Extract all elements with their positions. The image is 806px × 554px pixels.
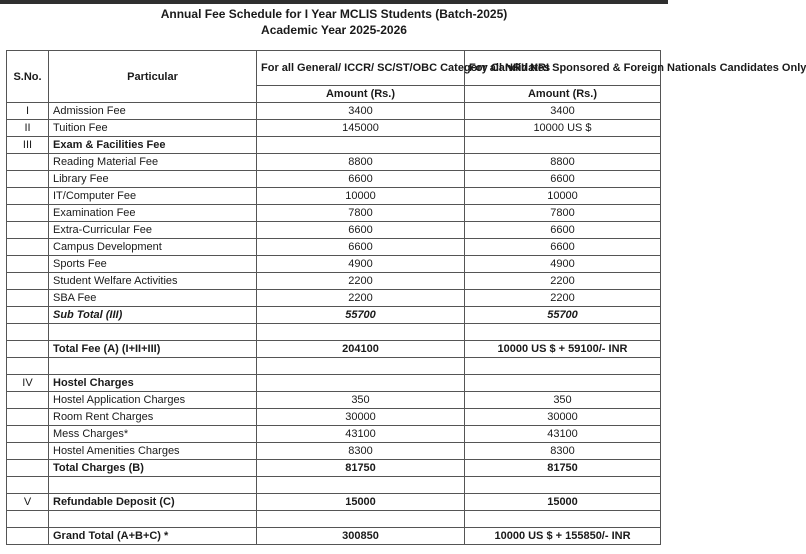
row-sno <box>7 239 49 256</box>
row-particular <box>49 324 257 341</box>
row-amount-general <box>257 358 465 375</box>
row-amount-nri: 10000 US $ + 155850/- INR <box>465 528 661 545</box>
table-row <box>7 171 661 188</box>
table-row <box>7 460 661 477</box>
row-amount-general: 3400 <box>257 103 465 120</box>
row-sno <box>7 341 49 358</box>
table-row <box>7 188 661 205</box>
row-amount-nri: 2200 <box>465 290 661 307</box>
row-particular: Student Welfare Activities <box>49 273 257 290</box>
header-amount-general: Amount (Rs.) <box>257 86 465 103</box>
row-particular: Mess Charges* <box>49 426 257 443</box>
row-amount-nri <box>465 375 661 392</box>
table-row <box>7 443 661 460</box>
row-sno <box>7 392 49 409</box>
row-sno <box>7 307 49 324</box>
row-amount-nri: 6600 <box>465 222 661 239</box>
table-row <box>7 239 661 256</box>
row-sno <box>7 443 49 460</box>
row-amount-nri: 15000 <box>465 494 661 511</box>
row-amount-general: 10000 <box>257 188 465 205</box>
row-amount-nri: 6600 <box>465 239 661 256</box>
row-amount-nri: 10000 <box>465 188 661 205</box>
row-particular: Reading Material Fee <box>49 154 257 171</box>
row-amount-general <box>257 511 465 528</box>
row-particular: Campus Development <box>49 239 257 256</box>
row-sno <box>7 188 49 205</box>
row-amount-general <box>257 324 465 341</box>
table-row <box>7 120 661 137</box>
header-nri-category: For all NRI/ NRI Sponsored & Foreign Nationals Candidates Only <box>465 51 661 86</box>
table-row <box>7 477 661 494</box>
table-row <box>7 205 661 222</box>
row-sno <box>7 409 49 426</box>
row-amount-general: 2200 <box>257 290 465 307</box>
row-amount-nri <box>465 358 661 375</box>
row-particular: IT/Computer Fee <box>49 188 257 205</box>
row-amount-general: 6600 <box>257 171 465 188</box>
row-sno <box>7 256 49 273</box>
table-body <box>7 103 661 545</box>
row-sno <box>7 171 49 188</box>
row-amount-general <box>257 375 465 392</box>
row-amount-nri: 3400 <box>465 103 661 120</box>
row-particular: Room Rent Charges <box>49 409 257 426</box>
header-general-category: For all General/ ICCR/ SC/ST/OBC Category Candidates <box>257 51 465 86</box>
row-amount-nri: 55700 <box>465 307 661 324</box>
row-amount-nri: 43100 <box>465 426 661 443</box>
row-amount-general: 2200 <box>257 273 465 290</box>
row-amount-general: 6600 <box>257 222 465 239</box>
row-particular: Examination Fee <box>49 205 257 222</box>
row-particular: Sports Fee <box>49 256 257 273</box>
table-row <box>7 103 661 120</box>
row-amount-nri <box>465 324 661 341</box>
row-amount-general: 43100 <box>257 426 465 443</box>
row-sno: II <box>7 120 49 137</box>
table-row <box>7 426 661 443</box>
row-sno: V <box>7 494 49 511</box>
row-amount-general: 145000 <box>257 120 465 137</box>
row-amount-general: 4900 <box>257 256 465 273</box>
row-particular: SBA Fee <box>49 290 257 307</box>
row-particular: Refundable Deposit (C) <box>49 494 257 511</box>
row-amount-general: 7800 <box>257 205 465 222</box>
row-amount-nri: 350 <box>465 392 661 409</box>
row-amount-nri: 8300 <box>465 443 661 460</box>
table-row <box>7 256 661 273</box>
row-sno: IV <box>7 375 49 392</box>
row-amount-general: 300850 <box>257 528 465 545</box>
row-particular: Sub Total (III) <box>49 307 257 324</box>
row-amount-nri: 2200 <box>465 273 661 290</box>
table-row <box>7 528 661 545</box>
row-amount-nri <box>465 137 661 154</box>
row-particular <box>49 511 257 528</box>
row-particular <box>49 358 257 375</box>
row-sno <box>7 290 49 307</box>
row-amount-nri <box>465 511 661 528</box>
row-sno <box>7 528 49 545</box>
row-particular: Extra-Curricular Fee <box>49 222 257 239</box>
table-row <box>7 273 661 290</box>
row-amount-general <box>257 477 465 494</box>
row-amount-general: 81750 <box>257 460 465 477</box>
row-particular: Total Fee (A) (I+II+III) <box>49 341 257 358</box>
row-amount-nri: 10000 US $ + 59100/- INR <box>465 341 661 358</box>
table-row <box>7 222 661 239</box>
table-row <box>7 409 661 426</box>
row-particular: Total Charges (B) <box>49 460 257 477</box>
row-sno: I <box>7 103 49 120</box>
row-particular: Admission Fee <box>49 103 257 120</box>
row-amount-general: 6600 <box>257 239 465 256</box>
row-particular: Exam & Facilities Fee <box>49 137 257 154</box>
row-amount-nri: 10000 US $ <box>465 120 661 137</box>
table-row <box>7 324 661 341</box>
row-sno <box>7 273 49 290</box>
row-amount-general: 30000 <box>257 409 465 426</box>
row-amount-general: 8800 <box>257 154 465 171</box>
header-amount-nri: Amount (Rs.) <box>465 86 661 103</box>
row-amount-general: 8300 <box>257 443 465 460</box>
row-particular: Hostel Application Charges <box>49 392 257 409</box>
row-particular: Hostel Charges <box>49 375 257 392</box>
fee-schedule-table <box>6 50 806 545</box>
title-line-2: Academic Year 2025-2026 <box>261 23 407 37</box>
row-particular: Grand Total (A+B+C) * <box>49 528 257 545</box>
row-amount-nri: 4900 <box>465 256 661 273</box>
table-row <box>7 494 661 511</box>
table-row <box>7 358 661 375</box>
header-particular: Particular <box>49 51 257 103</box>
row-amount-general: 55700 <box>257 307 465 324</box>
row-amount-nri: 6600 <box>465 171 661 188</box>
row-amount-nri: 8800 <box>465 154 661 171</box>
top-border-bar <box>0 0 668 4</box>
row-particular <box>49 477 257 494</box>
row-sno <box>7 358 49 375</box>
row-amount-general: 15000 <box>257 494 465 511</box>
table-row <box>7 307 661 324</box>
table-row <box>7 392 661 409</box>
table-row <box>7 290 661 307</box>
row-sno <box>7 511 49 528</box>
header-sno: S.No. <box>7 51 49 103</box>
row-sno <box>7 324 49 341</box>
table-row <box>7 375 661 392</box>
row-amount-nri: 81750 <box>465 460 661 477</box>
table-row <box>7 341 661 358</box>
row-sno <box>7 205 49 222</box>
table-row <box>7 154 661 171</box>
row-sno <box>7 154 49 171</box>
row-particular: Hostel Amenities Charges <box>49 443 257 460</box>
table-header-row <box>7 51 661 86</box>
row-amount-general: 350 <box>257 392 465 409</box>
row-amount-nri: 7800 <box>465 205 661 222</box>
title-line-1: Annual Fee Schedule for I Year MCLIS Students (Batch-2025) <box>160 7 508 21</box>
row-sno <box>7 222 49 239</box>
row-sno <box>7 477 49 494</box>
row-sno <box>7 460 49 477</box>
row-amount-general: 204100 <box>257 341 465 358</box>
row-amount-general <box>257 137 465 154</box>
table-row <box>7 511 661 528</box>
row-sno: III <box>7 137 49 154</box>
row-amount-nri: 30000 <box>465 409 661 426</box>
row-sno <box>7 426 49 443</box>
row-particular: Library Fee <box>49 171 257 188</box>
row-amount-nri <box>465 477 661 494</box>
document-title <box>0 6 668 38</box>
row-particular: Tuition Fee <box>49 120 257 137</box>
table-row <box>7 137 661 154</box>
